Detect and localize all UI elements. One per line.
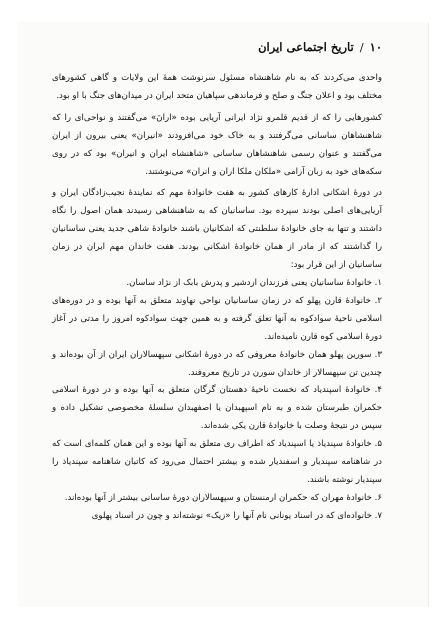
list-item: ۳. سورین پهلو همان خانوادهٔ معروفی که در دورهٔ اشکانی سپهسالاران ایران از آن بوده‌اند و چندین تن سپهسالار از خاندان سورن در تاریخ معروفند.: [52, 349, 382, 378]
list-item: ۴. خانوادهٔ اسپندیاد که نخست ناحیهٔ دهستان گرگان متعلق به آنها بوده و در دورهٔ اسلامی حکمران طبرستان شده و به نام اسپهبدان یا اصفهبدان سلسلهٔ مخصوصی تشکیل داده و سپس در نتیجهٔ وصلت با خانوادهٔ قارن یکی شده‌اند.: [52, 385, 382, 432]
paragraph-aran-aniran: کشورهایی را که از قدیم قلمرو نژاد ایرانی آریایی بوده «ارانَ» می‌گفتند و نواحی‌ای را که شاهنشاهان ساسانی می‌گرفتند و به خاک خود می‌افزودند «انیران» یعنی بیرون از ایران می‌گفتند و عنوان رسمی شاهنشاهان ساسانی «شاهنشاه ایران و انیران» بود که در روی سکه‌های خود به زبان آرامی «ملکان ملکا اران و انران» می‌نوشتند.: [52, 112, 382, 177]
paragraph-seven-families: در دورهٔ اشکانی ادارهٔ کارهای کشور به هفت خانوادهٔ مهم که نمایندهٔ نجیب‌زادگان ایران و آریایی‌های اصلی بودند سپرده بود. ساسانیان که به شاهنشاهی رسیدند همان اصول را نگاه داشتند و تنها به جای خانوادهٔ سلطنتی که اشکانیان باشند خانوادهٔ شاهی جدید یعنی ساسانیان را گذاشتند که از مادر از همان خانوادهٔ اشکانی بودند. هفت خاندان مهم ایران در زمان ساسانیان از این قرار بود:: [52, 188, 382, 271]
list-item: ۶. خانوادهٔ مهران که حکمران ارمنستان و سپهسالاران دورهٔ ساسانی بیشتر از آنها بوده‌اند.: [64, 492, 382, 503]
list-item: ۷. خانواده‌ای که در اسناد یونانی نام آنها را «زیک» نوشته‌اند و چون در اسناد پهلوی: [91, 510, 382, 521]
page-body: [52, 70, 382, 526]
header-separator: /: [359, 40, 364, 54]
list-item: ۵. خانوادهٔ سپندیاذ یا اسپندیاد که اطراف ری متعلق به آنها بوده و این همان کلمه‌ای است که در شاهنامه سپندیار و اسفندیار شده و بیشتر احتمال می‌رود که کاتبان شاهنامه سپندیاذ را سپندیار نوشته باشند.: [52, 439, 382, 485]
page-number: ۱۰: [369, 40, 382, 54]
paragraph-intro-continuation: واحدی می‌کردند که به نام شاهنشاه مسئول سرنوشت همهٔ این ولایات و گاهی کشورهای مختلف بود و اعلان جنگ و صلح و فرماندهی سپاهیان متحد ایران در میدان‌های جنگ با او بود.: [52, 73, 382, 101]
book-page: [18, 22, 429, 607]
running-header: [52, 38, 382, 56]
list-item: ۱. خانوادهٔ ساسانیان یعنی فرزندان اردشیر و پدرش بابک از نژاد ساسان.: [126, 277, 382, 288]
book-title: تاریخ اجتماعی ایران: [258, 40, 354, 54]
list-item: ۲. خانوادهٔ قارن پهلو که در زمان ساسانیان نواحی نهاوند متعلق به آنها بوده و در دوره‌های اسلامی ناحیهٔ سوادکوه به آنها تعلق گرفته و به همین جهت سوادکوه امروز را مدتی در آغاز دورهٔ اسلامی کوه قارن نامیده‌اند.: [52, 295, 382, 342]
